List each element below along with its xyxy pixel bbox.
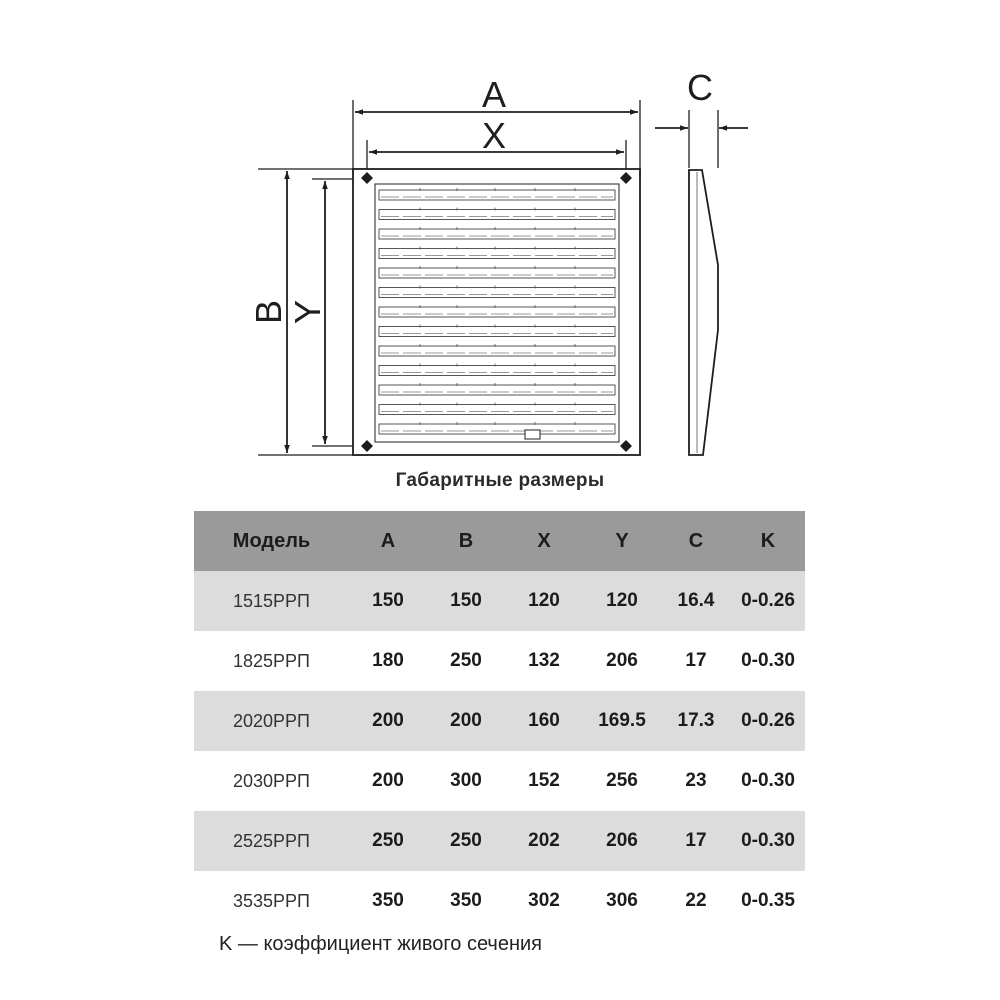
cell-model: 2525РРП bbox=[194, 811, 349, 871]
header-a: A bbox=[349, 511, 427, 571]
cell-b: 300 bbox=[450, 770, 482, 791]
label-y: Y bbox=[287, 299, 328, 325]
table-row bbox=[194, 631, 805, 691]
header-b: B bbox=[427, 511, 505, 571]
louver-slat bbox=[379, 346, 615, 356]
grille-front-view bbox=[353, 169, 640, 455]
table-row bbox=[194, 691, 805, 751]
cell-b: 200 bbox=[427, 691, 505, 751]
cell-model: 2020РРП bbox=[194, 691, 349, 751]
side-profile bbox=[689, 170, 718, 455]
header-c: C bbox=[661, 511, 731, 571]
header-model: Модель bbox=[194, 511, 349, 571]
cell-x: 120 bbox=[505, 571, 583, 631]
cell-k: 0-0.30 bbox=[731, 811, 805, 871]
cell-b: 350 bbox=[450, 890, 482, 911]
technical-drawing bbox=[0, 0, 1000, 470]
dimension-x bbox=[369, 115, 624, 156]
louver-slat bbox=[379, 229, 615, 239]
cell-c: 22 bbox=[685, 890, 707, 911]
table-row bbox=[194, 871, 805, 931]
cell-x: 132 bbox=[528, 650, 560, 671]
cell-c: 17.3 bbox=[661, 691, 731, 751]
cell-y: 120 bbox=[583, 571, 661, 631]
cell-x: 202 bbox=[505, 811, 583, 871]
cell-y: 256 bbox=[606, 770, 638, 791]
label-c: C bbox=[687, 67, 713, 108]
dimension-a bbox=[355, 74, 638, 115]
dimension-c bbox=[655, 67, 748, 128]
cell-y: 306 bbox=[606, 890, 638, 911]
dimensions-table bbox=[194, 511, 805, 931]
cell-a: 200 bbox=[372, 770, 404, 791]
header-k: K bbox=[731, 511, 805, 571]
cell-k: 0-0.35 bbox=[741, 890, 795, 911]
cell-a: 250 bbox=[349, 811, 427, 871]
table-row bbox=[194, 811, 805, 871]
louver-slat bbox=[379, 307, 615, 317]
cell-x: 152 bbox=[528, 770, 560, 791]
footnote: K — коэффициент живого сечения bbox=[219, 933, 543, 955]
cell-model: 3535РРП bbox=[233, 890, 310, 911]
louver-slat bbox=[379, 190, 615, 200]
cell-a: 350 bbox=[372, 890, 404, 911]
cell-x: 302 bbox=[528, 890, 560, 911]
cell-k: 0-0.26 bbox=[731, 571, 805, 631]
dimension-y bbox=[287, 181, 328, 444]
louver-slat bbox=[379, 366, 615, 376]
cell-a: 180 bbox=[372, 650, 404, 671]
cell-c: 17 bbox=[685, 650, 707, 671]
cell-y: 206 bbox=[583, 811, 661, 871]
grille-tab bbox=[525, 430, 540, 439]
label-b: B bbox=[248, 299, 289, 325]
label-a: A bbox=[481, 74, 507, 115]
cell-b: 150 bbox=[427, 571, 505, 631]
louver-slat bbox=[379, 405, 615, 415]
cell-model: 2030РРП bbox=[233, 770, 310, 791]
cell-b: 250 bbox=[427, 811, 505, 871]
cell-model: 1515РРП bbox=[194, 571, 349, 631]
dimension-b bbox=[248, 171, 289, 453]
label-x: X bbox=[481, 115, 507, 156]
cell-k: 0-0.30 bbox=[741, 770, 795, 791]
cell-a: 200 bbox=[349, 691, 427, 751]
louver-slat bbox=[379, 210, 615, 220]
cell-y: 169.5 bbox=[583, 691, 661, 751]
cell-k: 0-0.26 bbox=[731, 691, 805, 751]
louver-slat bbox=[379, 249, 615, 259]
louver-slat bbox=[379, 288, 615, 298]
louver-slat bbox=[379, 385, 615, 395]
cell-k: 0-0.30 bbox=[741, 650, 795, 671]
cell-c: 17 bbox=[661, 811, 731, 871]
louver-slat bbox=[379, 327, 615, 337]
cell-b: 250 bbox=[450, 650, 482, 671]
louver-slat bbox=[379, 424, 615, 434]
cell-c: 16.4 bbox=[661, 571, 731, 631]
grille-side-view bbox=[689, 170, 718, 455]
cell-a: 150 bbox=[349, 571, 427, 631]
louver-slat bbox=[379, 268, 615, 278]
cell-x: 160 bbox=[505, 691, 583, 751]
table-row bbox=[194, 571, 805, 631]
header-y: Y bbox=[583, 511, 661, 571]
table-row bbox=[194, 751, 805, 811]
cell-c: 23 bbox=[685, 770, 707, 791]
cell-model: 1825РРП bbox=[233, 650, 310, 671]
drawing-caption: Габаритные размеры bbox=[395, 470, 605, 491]
header-x: X bbox=[505, 511, 583, 571]
cell-y: 206 bbox=[606, 650, 638, 671]
table-header-row bbox=[194, 511, 805, 571]
